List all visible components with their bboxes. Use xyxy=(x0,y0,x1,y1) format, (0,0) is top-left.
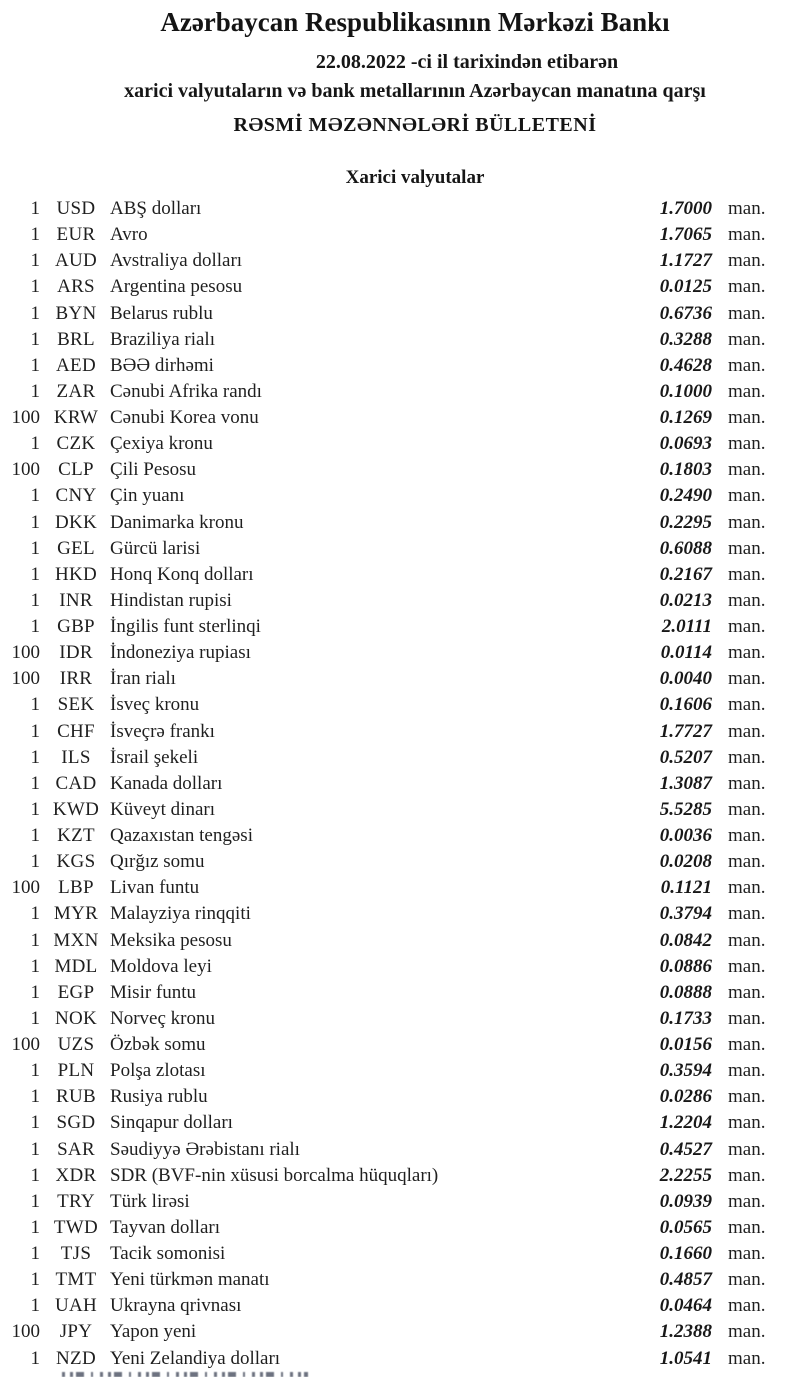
currency-code: CLP xyxy=(58,459,94,481)
unit-label: man. xyxy=(728,772,766,794)
rate-row xyxy=(0,301,800,327)
currency-quantity: 1 xyxy=(30,1086,40,1108)
currency-name: İsveçrə frankı xyxy=(110,720,215,742)
currency-quantity: 1 xyxy=(30,772,40,794)
unit-label: man. xyxy=(728,616,766,637)
rate-value: 0.3794 xyxy=(659,903,712,925)
clipped-next-row-fragment xyxy=(62,1372,308,1377)
currency-code: GEL xyxy=(57,537,95,559)
unit-label: man. xyxy=(728,877,766,899)
rate-row xyxy=(0,640,800,666)
rate-value: 0.5207 xyxy=(659,746,712,768)
unit-label: man. xyxy=(728,250,766,272)
currency-code: KWD xyxy=(52,798,100,820)
rate-row xyxy=(0,353,800,379)
rate-row xyxy=(0,666,800,692)
unit-label: man. xyxy=(728,1164,766,1186)
currency-code: ILS xyxy=(61,746,91,768)
rate-value: 1.7727 xyxy=(659,720,712,742)
currency-quantity: 1 xyxy=(30,929,40,951)
currency-name: Ukrayna qrivnası xyxy=(110,1295,242,1317)
currency-code: INR xyxy=(59,589,93,611)
currency-name: BƏƏ dirhəmi xyxy=(110,354,214,376)
rate-row xyxy=(0,849,800,875)
rate-value: 1.2388 xyxy=(659,1321,712,1343)
rate-value: 0.1269 xyxy=(659,407,712,428)
currency-quantity: 1 xyxy=(30,1060,40,1082)
rate-row xyxy=(0,327,800,353)
currency-name: Livan funtu xyxy=(110,877,200,899)
currency-quantity: 1 xyxy=(30,485,40,507)
unit-label: man. xyxy=(728,955,766,977)
currency-name: Kanada dolları xyxy=(110,772,223,794)
unit-label: man. xyxy=(728,1138,766,1160)
unit-label: man. xyxy=(728,642,766,664)
currency-code: EGP xyxy=(57,981,95,1003)
rate-value: 0.0888 xyxy=(659,981,712,1003)
currency-code: USD xyxy=(56,198,96,219)
currency-name: Küveyt dinarı xyxy=(110,798,216,820)
rate-row xyxy=(0,875,800,901)
currency-code: BYN xyxy=(55,302,97,324)
rate-row xyxy=(0,1293,800,1319)
rate-value: 0.0156 xyxy=(659,1034,712,1055)
rate-row xyxy=(0,222,800,248)
rate-value: 0.3594 xyxy=(659,1060,712,1082)
rate-value: 0.1121 xyxy=(660,877,712,899)
currency-quantity: 100 xyxy=(11,668,40,690)
currency-name: Qırğız somu xyxy=(110,851,205,873)
currency-quantity: 1 xyxy=(30,563,40,585)
currency-name: Yeni Zelandiya dolları xyxy=(110,1347,281,1369)
unit-label: man. xyxy=(728,1190,766,1212)
currency-code: TWD xyxy=(53,1216,99,1238)
unit-label: man. xyxy=(728,459,766,481)
rate-value: 0.0040 xyxy=(659,668,712,690)
currency-code: SAR xyxy=(57,1138,95,1160)
currency-name: Çin yuanı xyxy=(110,485,185,507)
rate-value: 1.1727 xyxy=(659,250,712,272)
rate-row xyxy=(0,692,800,718)
currency-quantity: 100 xyxy=(11,1034,40,1055)
currency-name: Qazaxıstan tengəsi xyxy=(110,825,253,846)
rate-row xyxy=(0,483,800,509)
rate-row xyxy=(0,1110,800,1136)
currency-code: IRR xyxy=(59,668,93,690)
currency-name: Gürcü larisi xyxy=(110,537,201,559)
currency-quantity: 1 xyxy=(30,511,40,533)
unit-label: man. xyxy=(728,1007,766,1029)
unit-label: man. xyxy=(728,328,766,350)
currency-quantity: 1 xyxy=(30,1347,40,1369)
rate-row xyxy=(0,1189,800,1215)
currency-name: Argentina pesosu xyxy=(110,276,243,298)
unit-label: man. xyxy=(728,981,766,1003)
rate-row xyxy=(0,1084,800,1110)
unit-label: man. xyxy=(728,1060,766,1082)
currency-quantity: 1 xyxy=(30,1216,40,1238)
currency-code: MYR xyxy=(53,903,99,925)
currency-code: TMT xyxy=(55,1269,97,1291)
currency-quantity: 1 xyxy=(30,537,40,559)
currency-name: Tayvan dolları xyxy=(110,1216,220,1238)
currency-quantity: 1 xyxy=(30,720,40,742)
currency-quantity: 1 xyxy=(30,589,40,611)
rate-row xyxy=(0,954,800,980)
unit-label: man. xyxy=(728,1243,766,1264)
rate-value: 0.0208 xyxy=(659,851,712,873)
currency-code: CNY xyxy=(55,485,97,507)
rate-row xyxy=(0,928,800,954)
currency-name: Meksika pesosu xyxy=(110,929,232,951)
section-title-foreign-currencies: Xarici valyutalar xyxy=(345,167,485,188)
rate-value: 1.2204 xyxy=(659,1112,712,1134)
currency-quantity: 1 xyxy=(30,955,40,977)
currency-quantity: 1 xyxy=(30,851,40,873)
unit-label: man. xyxy=(728,407,766,428)
currency-code: AUD xyxy=(54,250,98,272)
rate-row xyxy=(0,1241,800,1267)
rate-value: 0.1733 xyxy=(659,1007,712,1029)
currency-code: GBP xyxy=(57,616,95,637)
rate-row xyxy=(0,614,800,640)
rate-row xyxy=(0,274,800,300)
currency-code: ARS xyxy=(57,276,95,298)
rate-value: 0.0213 xyxy=(659,589,712,611)
unit-label: man. xyxy=(728,354,766,376)
rate-row xyxy=(0,196,800,222)
rate-value: 2.0111 xyxy=(661,616,712,637)
rate-value: 0.0565 xyxy=(659,1216,712,1238)
rate-value: 0.0036 xyxy=(659,825,712,846)
bank-name-title: Azərbaycan Respublikasının Mərkəzi Bankı xyxy=(160,7,670,37)
currency-name: Tacik somonisi xyxy=(110,1243,226,1264)
currency-code: AED xyxy=(56,354,96,376)
rate-value: 0.4628 xyxy=(659,354,712,376)
unit-label: man. xyxy=(728,276,766,298)
rate-row xyxy=(0,457,800,483)
currency-quantity: 100 xyxy=(11,877,40,899)
currency-code: BRL xyxy=(57,328,95,350)
currency-quantity: 1 xyxy=(30,354,40,376)
currency-name: İran rialı xyxy=(110,668,176,690)
currency-code: JPY xyxy=(59,1321,93,1343)
currency-name: Çexiya kronu xyxy=(110,433,213,455)
currency-quantity: 1 xyxy=(30,198,40,219)
rate-value: 0.1803 xyxy=(659,459,712,481)
rate-row xyxy=(0,1058,800,1084)
rate-value: 0.0693 xyxy=(659,433,712,455)
rate-row xyxy=(0,431,800,457)
currency-name: İngilis funt sterlinqi xyxy=(110,616,261,637)
rate-value: 5.5285 xyxy=(659,798,712,820)
currency-quantity: 1 xyxy=(30,224,40,246)
currency-quantity: 1 xyxy=(30,380,40,402)
currency-quantity: 1 xyxy=(30,981,40,1003)
unit-label: man. xyxy=(728,1295,766,1317)
unit-label: man. xyxy=(728,1034,766,1055)
unit-label: man. xyxy=(728,589,766,611)
rate-row xyxy=(0,1346,800,1372)
currency-quantity: 1 xyxy=(30,433,40,455)
effective-date-line: 22.08.2022 -ci il tarixindən etibarən xyxy=(315,51,619,73)
currency-quantity: 1 xyxy=(30,694,40,716)
currency-quantity: 1 xyxy=(30,616,40,637)
currency-quantity: 1 xyxy=(30,798,40,820)
currency-name: Avstraliya dolları xyxy=(110,250,243,272)
rate-value: 0.2295 xyxy=(659,511,712,533)
rate-row xyxy=(0,1163,800,1189)
unit-label: man. xyxy=(728,563,766,585)
currency-name: ABŞ dolları xyxy=(110,198,202,219)
currency-code: DKK xyxy=(54,511,98,533)
currency-name: SDR (BVF-nin xüsusi borcalma hüquqları) xyxy=(110,1164,439,1186)
currency-quantity: 1 xyxy=(30,276,40,298)
unit-label: man. xyxy=(728,851,766,873)
currency-code: NZD xyxy=(56,1347,96,1369)
rate-value: 0.0842 xyxy=(659,929,712,951)
currency-quantity: 1 xyxy=(30,1164,40,1186)
rate-value: 0.1606 xyxy=(659,694,712,716)
rate-row xyxy=(0,901,800,927)
rate-value: 0.2490 xyxy=(659,485,712,507)
rate-row xyxy=(0,1137,800,1163)
currency-name: Özbək somu xyxy=(110,1034,206,1055)
currency-code: KZT xyxy=(57,825,95,846)
currency-code: CZK xyxy=(56,433,96,455)
currency-name: Sinqapur dolları xyxy=(110,1112,233,1134)
unit-label: man. xyxy=(728,224,766,246)
rate-row xyxy=(0,1006,800,1032)
rate-row xyxy=(0,719,800,745)
rate-value: 0.0286 xyxy=(659,1086,712,1108)
currency-name: Danimarka kronu xyxy=(110,511,244,533)
rate-value: 1.7065 xyxy=(659,224,712,246)
rate-value: 0.4857 xyxy=(659,1269,712,1291)
currency-name: Malayziya rinqqiti xyxy=(110,903,251,925)
rate-value: 0.1660 xyxy=(659,1243,712,1264)
currency-code: TRY xyxy=(57,1190,95,1212)
unit-label: man. xyxy=(728,903,766,925)
currency-code: KGS xyxy=(56,851,96,873)
currency-quantity: 1 xyxy=(30,1243,40,1264)
unit-label: man. xyxy=(728,1269,766,1291)
rates-table xyxy=(0,196,800,1372)
rate-value: 0.6736 xyxy=(659,302,712,324)
currency-code: MDL xyxy=(54,955,98,977)
rate-row xyxy=(0,771,800,797)
rate-value: 0.2167 xyxy=(659,563,712,585)
currency-quantity: 1 xyxy=(30,302,40,324)
unit-label: man. xyxy=(728,1347,766,1369)
rate-row xyxy=(0,562,800,588)
currency-name: Avro xyxy=(110,224,148,246)
rate-row xyxy=(0,1032,800,1058)
currency-code: CHF xyxy=(57,720,95,742)
currency-code: KRW xyxy=(53,407,99,428)
rate-value: 0.3288 xyxy=(659,328,712,350)
unit-label: man. xyxy=(728,302,766,324)
rate-row xyxy=(0,379,800,405)
rate-value: 0.0939 xyxy=(659,1190,712,1212)
rate-row xyxy=(0,536,800,562)
currency-name: Polşa zlotası xyxy=(110,1060,206,1082)
bulletin-title: RƏSMİ MƏZƏNNƏLƏRİ BÜLLETENİ xyxy=(233,114,597,136)
currency-code: UAH xyxy=(54,1295,98,1317)
currency-quantity: 100 xyxy=(11,459,40,481)
currency-quantity: 1 xyxy=(30,328,40,350)
currency-code: UZS xyxy=(57,1034,95,1055)
unit-label: man. xyxy=(728,537,766,559)
currency-name: Cənubi Korea vonu xyxy=(110,407,259,428)
currency-name: Yapon yeni xyxy=(110,1321,197,1343)
rate-row xyxy=(0,510,800,536)
currency-code: SEK xyxy=(57,694,95,716)
currency-name: Honq Konq dolları xyxy=(110,563,254,585)
currency-name: İsrail şekeli xyxy=(110,746,199,768)
rate-row xyxy=(0,745,800,771)
rate-value: 0.0114 xyxy=(660,642,712,664)
currency-name: Hindistan rupisi xyxy=(110,589,232,611)
currency-name: Norveç kronu xyxy=(110,1007,215,1029)
unit-label: man. xyxy=(728,929,766,951)
currency-code: SGD xyxy=(56,1112,96,1134)
unit-label: man. xyxy=(728,798,766,820)
rate-row xyxy=(0,797,800,823)
rate-value: 1.7000 xyxy=(659,198,712,219)
currency-name: Səudiyyə Ərəbistanı rialı xyxy=(110,1138,300,1160)
unit-label: man. xyxy=(728,1321,766,1343)
currency-code: EUR xyxy=(56,224,96,246)
unit-label: man. xyxy=(728,668,766,690)
rate-value: 0.4527 xyxy=(659,1138,712,1160)
currency-name: Belarus rublu xyxy=(110,302,213,324)
currency-name: Misir funtu xyxy=(110,981,197,1003)
currency-name: Çili Pesosu xyxy=(110,459,197,481)
currency-code: HKD xyxy=(54,563,98,585)
unit-label: man. xyxy=(728,746,766,768)
rate-value: 0.1000 xyxy=(659,380,712,402)
bulletin-header xyxy=(0,0,800,138)
unit-label: man. xyxy=(728,720,766,742)
rate-row xyxy=(0,248,800,274)
unit-label: man. xyxy=(728,1112,766,1134)
currency-quantity: 1 xyxy=(30,1190,40,1212)
currency-quantity: 100 xyxy=(11,1321,40,1343)
unit-label: man. xyxy=(728,511,766,533)
currency-quantity: 1 xyxy=(30,1295,40,1317)
currency-quantity: 1 xyxy=(30,1269,40,1291)
rate-row xyxy=(0,1267,800,1293)
currency-quantity: 100 xyxy=(11,407,40,428)
currency-code: ZAR xyxy=(56,380,96,402)
rate-row xyxy=(0,1319,800,1345)
currency-code: XDR xyxy=(55,1164,97,1186)
currency-code: MXN xyxy=(53,929,99,951)
unit-label: man. xyxy=(728,198,766,219)
unit-label: man. xyxy=(728,694,766,716)
unit-label: man. xyxy=(728,1086,766,1108)
currency-name: Rusiya rublu xyxy=(110,1086,208,1108)
rate-value: 0.0464 xyxy=(659,1295,712,1317)
unit-label: man. xyxy=(728,825,766,846)
currency-name: Braziliya rialı xyxy=(110,328,215,350)
rate-value: 0.6088 xyxy=(659,537,712,559)
currency-name: Yeni türkmən manatı xyxy=(110,1269,270,1291)
currency-code: CAD xyxy=(55,772,97,794)
unit-label: man. xyxy=(728,433,766,455)
bulletin-subtitle: xarici valyutaların və bank metallarının Azərbaycan manatına qarşı xyxy=(124,80,706,102)
rate-value: 0.0886 xyxy=(659,955,712,977)
currency-code: TJS xyxy=(60,1243,92,1264)
currency-quantity: 1 xyxy=(30,250,40,272)
rate-value: 0.0125 xyxy=(659,276,712,298)
currency-quantity: 100 xyxy=(11,642,40,664)
currency-quantity: 1 xyxy=(30,1007,40,1029)
currency-name: Moldova leyi xyxy=(110,955,212,977)
currency-quantity: 1 xyxy=(30,1112,40,1134)
currency-name: İndoneziya rupiası xyxy=(110,642,251,664)
currency-name: İsveç kronu xyxy=(110,694,200,716)
currency-code: IDR xyxy=(59,642,93,664)
rate-row xyxy=(0,823,800,849)
rate-value: 1.3087 xyxy=(659,772,712,794)
currency-code: NOK xyxy=(54,1007,98,1029)
currency-code: PLN xyxy=(57,1060,95,1082)
unit-label: man. xyxy=(728,380,766,402)
currency-name: Cənubi Afrika randı xyxy=(110,380,262,402)
unit-label: man. xyxy=(728,1216,766,1238)
currency-name: Türk lirəsi xyxy=(110,1190,190,1212)
rate-value: 1.0541 xyxy=(659,1347,712,1369)
currency-quantity: 1 xyxy=(30,746,40,768)
currency-code: LBP xyxy=(58,877,94,899)
currency-quantity: 1 xyxy=(30,1138,40,1160)
rate-row xyxy=(0,980,800,1006)
currency-quantity: 1 xyxy=(30,825,40,846)
currency-quantity: 1 xyxy=(30,903,40,925)
rate-row xyxy=(0,588,800,614)
currency-code: RUB xyxy=(56,1086,96,1108)
rate-row xyxy=(0,405,800,431)
rate-value: 2.2255 xyxy=(659,1164,712,1186)
rate-row xyxy=(0,1215,800,1241)
unit-label: man. xyxy=(728,485,766,507)
